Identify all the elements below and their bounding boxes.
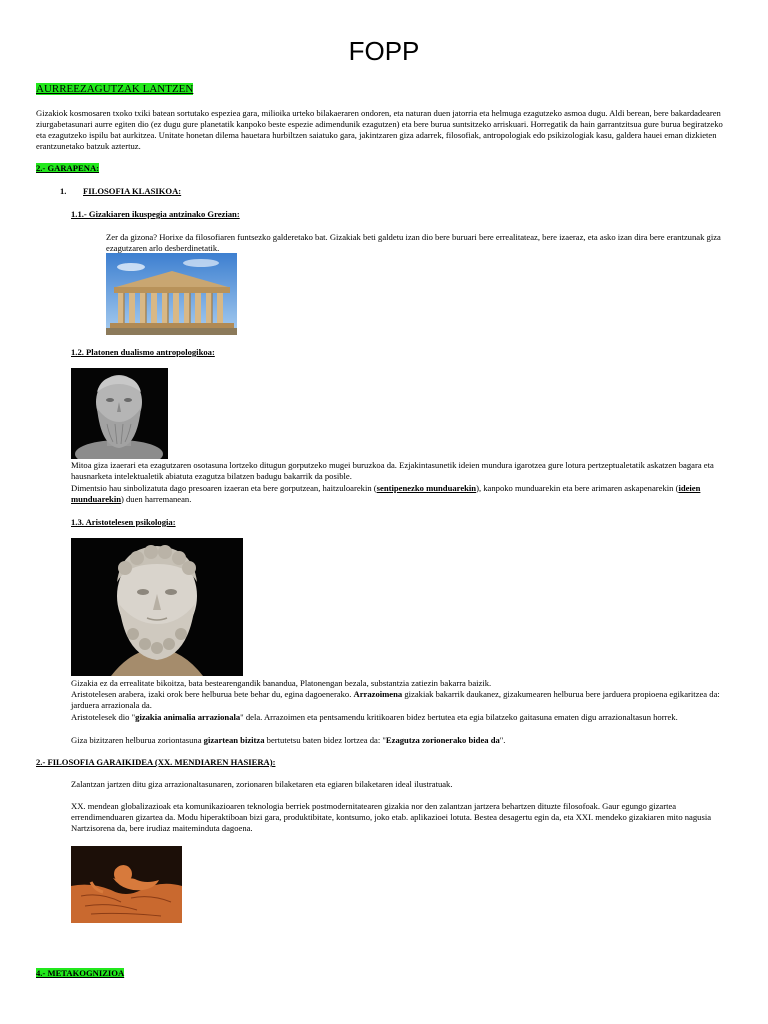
- subsection-1-1-text: Zer da gizona? Horixe da filosofiaren funtsezko galderetako bat. Gizakiak beti galdetu izan dio bere buruari bere errealitateaz, bere izaeraz, eta asko izan dira bere erantzunak giza ezagutzaren arlo desberdinetatik.: [106, 232, 721, 253]
- subsection-1-2-text2: [71, 483, 731, 505]
- section-2-heading-text: 2.- GARAPENA:: [36, 163, 100, 173]
- aristotle-image: [71, 538, 243, 676]
- text2-mid: ), kanpoko munduarekin eta bere arimaren askapenarekin (: [476, 483, 679, 493]
- section-4-heading: [36, 968, 124, 979]
- text2-pre: Dimentsio hau sinbolizatuta dago presoaren izaeran eta bere gorputzean, haitzuloarekin (: [71, 483, 377, 493]
- line4-pre: Giza bizitzaren helburua zoriontasuna: [71, 735, 204, 745]
- plato-image: [71, 368, 168, 459]
- section-3-heading: 2.- FILOSOFIA GARAIKIDEA (XX. MENDIAREN HASIERA):: [36, 757, 276, 767]
- section-2-heading: [36, 163, 99, 174]
- line2-post: gizakiak bakarrik daukanez, gizakumearen helburua bere jarduera propioena egikaritzea da: jarduera arrazionala da.: [71, 689, 720, 710]
- narcissus-image: [71, 846, 182, 923]
- subsection-1-3-heading: 1.3. Aristotelesen psikologia:: [71, 517, 176, 527]
- line2-pre: Aristotelesen arabera, izaki orok bere helburua bete behar du, egina dagoenerako.: [71, 689, 354, 699]
- text2-bold-sensory-world: sentipenezko munduarekin: [376, 483, 477, 493]
- text2-bold-world-of-ideas: ideien munduarekin: [71, 483, 701, 504]
- line4-bold1: gizartean bizitza: [203, 735, 265, 745]
- line3-bold: gizakia animalia arrazionala: [135, 712, 241, 722]
- text2-post: ) duen harremanean.: [121, 494, 192, 504]
- line4-bold2: Ezagutza zorionerako bidea da: [385, 735, 500, 745]
- subsection-1-3-line1: Gizakia ez da errealitate bikoitza, bata bestearengandik banandua, Platonengan bezala, substantzia zatiezin bakarra baizik.: [71, 678, 492, 688]
- list-title: FILOSOFIA KLASIKOA:: [83, 186, 182, 196]
- subsection-1-1-heading: 1.1.- Gizakiaren ikuspegia antzinako Grezian:: [71, 209, 240, 219]
- subsection-1-2-text1: Mitoa giza izaerari eta ezagutzaren osotasuna lortzeko ditugun gorputzeko mugei buruzkoa da. Ezjakintasunetik ideien mundura igarotzea gure lotura pertzeptualetatik askatzen bagara eta hausnarketa intelektualetik abiatuta ezagutza bilatzen badugu bakarrik da posible.: [71, 460, 714, 481]
- line3-pre: Aristotelesek dio ": [71, 712, 136, 722]
- line4-mid: bertutetsu baten bidez lortzea da: ": [264, 735, 386, 745]
- subsection-1-3-line4: [71, 735, 731, 746]
- intro-paragraph: Gizakiok kosmosaren txoko txiki batean sortutako espeziea gara, milioika urteko bilakaeraren ondoren, eta naturan duen jatorria eta helmuga ezagutzeko asmoa dugu. Aldi berean, bere bakardadearen ziurgabetasunari aurre egiten dio (ez dugu gure planetatik kanpoko beste espezie adimendunik ezagutzen) eta bere burua suntsitzeko arriskuari. Horregatik da hain garrantzitsua gure burua begiratzeko eta ezagutzeko ispilu bat aurkitzea. Unitate honetan dilema hauetara hurbiltzen saiatuko gara, jakintzaren giza adarrek, filosofiak, antropologiak edo psikizologiak kasu, galdera hauei eman dizkieten erantzunetako batzuk aztertuz.: [36, 108, 723, 151]
- line4-post: ".: [499, 735, 506, 745]
- page-title: FOPP: [348, 36, 420, 66]
- intro-heading: [36, 83, 193, 96]
- section-4-heading-text: 4.- METAKOGNIZIOA: [36, 968, 125, 978]
- subsection-1-2-heading: 1.2. Platonen dualismo antropologikoa:: [71, 347, 215, 357]
- subsection-1-3-line2: [71, 689, 731, 711]
- line3-post: " dela. Arrazoimen eta pentsamendu kritikoaren bidez bertutea eta egia bilatzeko gaitasuna ematen digu arrazionaltasun horrek.: [240, 712, 678, 722]
- section-3-paragraph-1: Zalantzan jartzen ditu giza arrazionaltasunaren, zorionaren bilaketaren eta egiaren bilaketaren ideal ilustratuak.: [71, 779, 453, 789]
- parthenon-image: [106, 253, 237, 335]
- line2-bold: Arrazoimena: [353, 689, 403, 699]
- section-3-paragraph-2: XX. mendean globalizazioak eta komunikazioaren teknologia berriek postmodernitatearen gizakia nor den zalantzan jartzera behartzen dituzte filosofoak. Gaur egungo gizartea errendimenduaren gizartea da. Modu hiperaktiboan bizi gara, produktibitate, kontsumo, joko etab. aplikazioei lotuta. Bestea desagertu egin da, eta XXI. mendeko gizakiaren mito nagusia Nartzisorena da, bere irudiaz maiteminduta dagoena.: [71, 801, 712, 833]
- intro-heading-text: AURREEZAGUTZAK LANTZEN: [36, 83, 194, 95]
- subsection-1-3-line3: [71, 712, 731, 723]
- list-number: 1.: [60, 186, 67, 196]
